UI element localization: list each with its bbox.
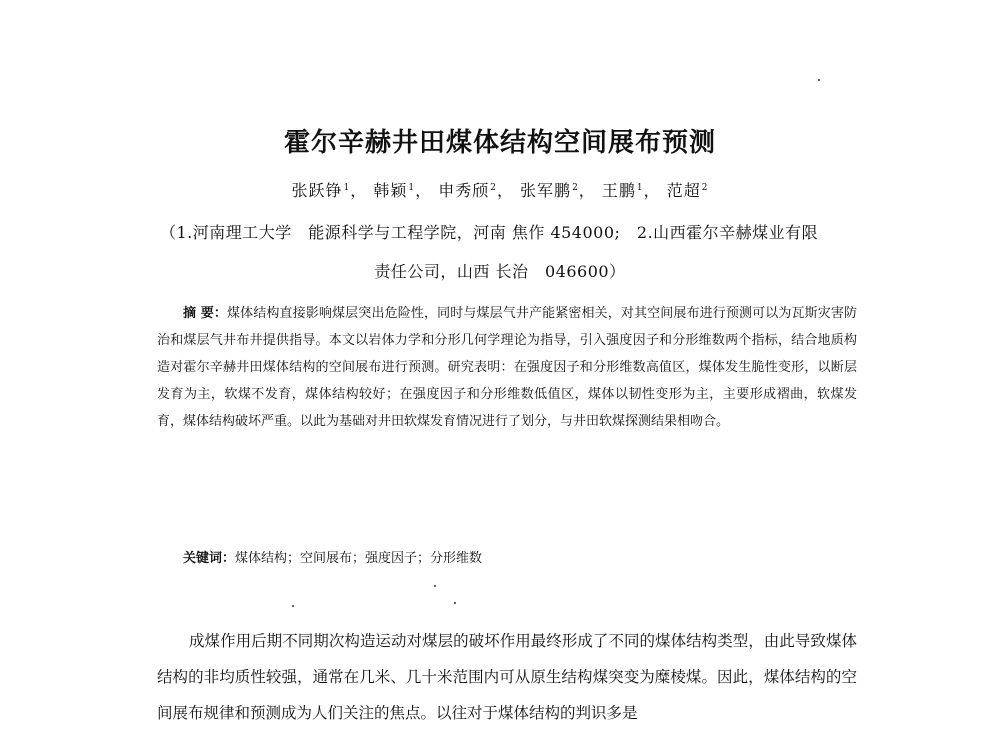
keywords	[183, 547, 863, 571]
scan-speck	[434, 585, 436, 587]
scan-speck	[818, 79, 820, 81]
affiliation-mark: 2	[572, 183, 579, 193]
abstract-text: 煤体结构直接影响煤层突出危险性，同时与煤层气井产能紧密相关，对其空间展布进行预测可以为瓦斯灾害防治和煤层气井布井提供指导。本文以岩体力学和分形几何学理论为指导，引入强度因子和分形维数两个指标，结合地质构造对霍尔辛赫井田煤体结构的空间展布进行预测。研究表明：在强度因子和分形维数高值区，煤体发生脆性变形，以断层发育为主，软煤不发育，煤体结构较好；在强度因子和分形维数低值区，煤体以韧性变形为主，主要形成褶曲，软煤发育，煤体结构破坏严重。以此为基础对井田软煤发育情况进行了划分，与井田软煤探测结果相吻合。	[157, 306, 857, 429]
abstract	[157, 300, 857, 435]
author: 张军鹏$^2$，	[520, 181, 596, 201]
affiliation-mark: 2	[490, 183, 497, 193]
author: 申秀颀$^2$，	[438, 181, 514, 201]
scan-speck	[454, 602, 456, 604]
affiliation-line-1: （1.河南理工大学 能源科学与工程学院，河南 焦作 454000; 2.山西霍尔辛赫煤业有限	[160, 223, 819, 242]
keywords-label: 关键词：	[183, 551, 236, 566]
affiliation-mark: 1	[636, 183, 644, 193]
body-paragraph: 成煤作用后期不同期次构造运动对煤层的破坏作用最终形成了不同的煤体结构类型，由此导致煤体结构的非均质性较强，通常在几米、几十米范围内可从原生结构煤突变为糜棱煤。因此，煤体结构的空间展布规律和预测成为人们关注的焦点。以往对于煤体结构的判识多是	[157, 632, 857, 722]
affiliation-mark: 1	[343, 183, 351, 193]
author: 范超$^2$	[666, 181, 709, 201]
affiliation-mark: 2	[701, 183, 709, 193]
author: 王鹏$^1$，	[601, 181, 661, 201]
author-list	[0, 176, 1000, 203]
scan-speck	[292, 605, 294, 607]
keywords-text: 煤体结构；空间展布；强度因子；分形维数	[235, 551, 483, 566]
paper-title: 霍尔辛赫井田煤体结构空间展布预测	[283, 128, 716, 158]
affiliation-line-2: 责任公司，山西 长治 046600）	[374, 262, 626, 281]
author: 张跃铮$^1$，	[291, 181, 368, 201]
abstract-label: 摘 要：	[183, 306, 228, 321]
affiliation-mark: 1	[408, 183, 416, 193]
author: 韩颖$^1$，	[373, 181, 433, 201]
